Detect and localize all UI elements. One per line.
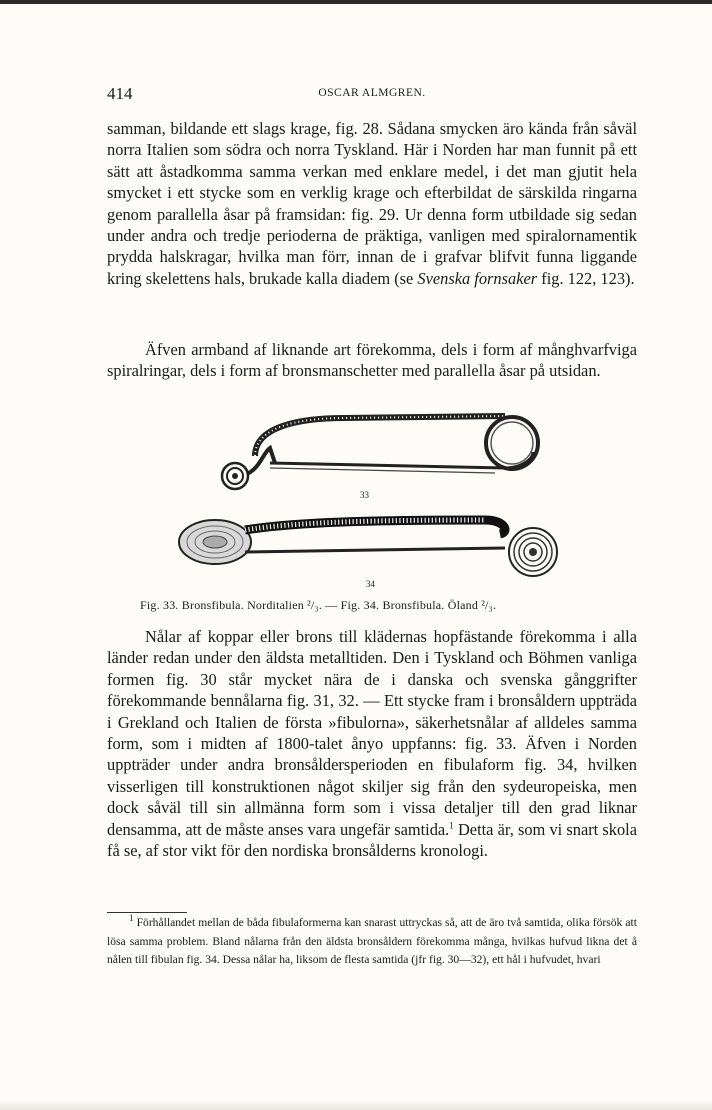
footnote-divider (107, 912, 187, 913)
paragraph-1-end: fig. 122, 123). (537, 268, 635, 288)
scan-bottom-edge (0, 1100, 712, 1110)
paragraph-2 (107, 339, 637, 382)
footnote (107, 914, 637, 970)
fibula-34-illustration (175, 512, 575, 577)
footnote-marker: 1 (129, 913, 134, 924)
paragraph-1 (107, 118, 637, 289)
reference-title: Svenska fornsaker (417, 268, 538, 288)
footnote-reference: 1 (449, 820, 454, 831)
paragraph-3 (107, 626, 637, 861)
fibula-33-illustration (215, 408, 545, 493)
paragraph-1-text: samman, bildande ett slags krage, fig. 28. Sådana smycken äro kända från såväl norra Italien som södra och norra Tyskland. Här i Norden har man funnit på ett sätt att åstadkomma samma verkan med enklare medel, i det man gjutit hela smycket i ett stycke som en verklig krage och efterbildat de särskilda ringarna genom parallella åsar på framsidan: fig. 29. Ur denna form utbildade sig sedan under andra och tredje perioderna de präktiga, vanligen med spiralornamentik prydda halskragar, hvilka man förr, innan de i grafvar blifvit funna liggande kring skelettens hals, brukade kalla diadem (se (107, 119, 637, 288)
scan-top-edge (0, 0, 712, 4)
figure-caption: Fig. 33. Bronsfibula. Norditalien ²/₃. — Fig. 34. Bronsfibula. Öland ²/₃. (140, 598, 497, 612)
paragraph-2-text: Äfven armband af liknande art förekomma, dels i form af månghvarfviga spiralringar, dels i form af bronsmanschetter med parallella åsar på utsidan. (107, 340, 637, 381)
paragraph-3-end: Detta är, som vi snart skola få se, af stor vikt för den nordiska bronsålderns kronologi. (107, 819, 638, 861)
running-title: OSCAR ALMGREN. (318, 87, 426, 99)
paragraph-3-text: Nålar af koppar eller brons till klädernas hopfästande förekomma i alla länder redan under den äldsta metalltiden. Den i Tyskland och Böhmen vanliga formen fig. 30 står mycket nära de i danska och svenska gånggrifter förekommande bennålarna fig. 31, 32. — Ett stycke fram i bronsåldern uppträda i Grekland och Italien de första »fibulorna», säkerhetsnålar af alldeles samma form, som i midten af 1800-talet ånyo uppfanns: fig. 33. Äfven i Norden uppträder under andra bronsåldersperioden en fibulaform fig. 34, hvilken visserligen till konstruktionen något skiljer sig från den sydeuropeiska, men dock såväl till sin allmänna form som i vissa detaljer till den grad liknar densamma, att de måste anses vara ungefär samtida. (107, 627, 637, 839)
figure-34-number: 34 (366, 579, 375, 589)
footnote-text: Förhållandet mellan de båda fibulaformerna kan snarast uttryckas så, att de äro två samtida, olika försök att lösa samma problem. Bland nålarna från den äldsta bronsåldern förekomma många, hvilkas hufvud likna det å nålen till fibulan fig. 34. Dessa nålar ha, liksom de flesta samtida (jfr fig. 30—32), ett hål i hufvudet, hvari (107, 916, 638, 967)
page-header (107, 84, 637, 108)
page-number: 414 (107, 84, 133, 103)
figure-33-number: 33 (360, 490, 369, 500)
